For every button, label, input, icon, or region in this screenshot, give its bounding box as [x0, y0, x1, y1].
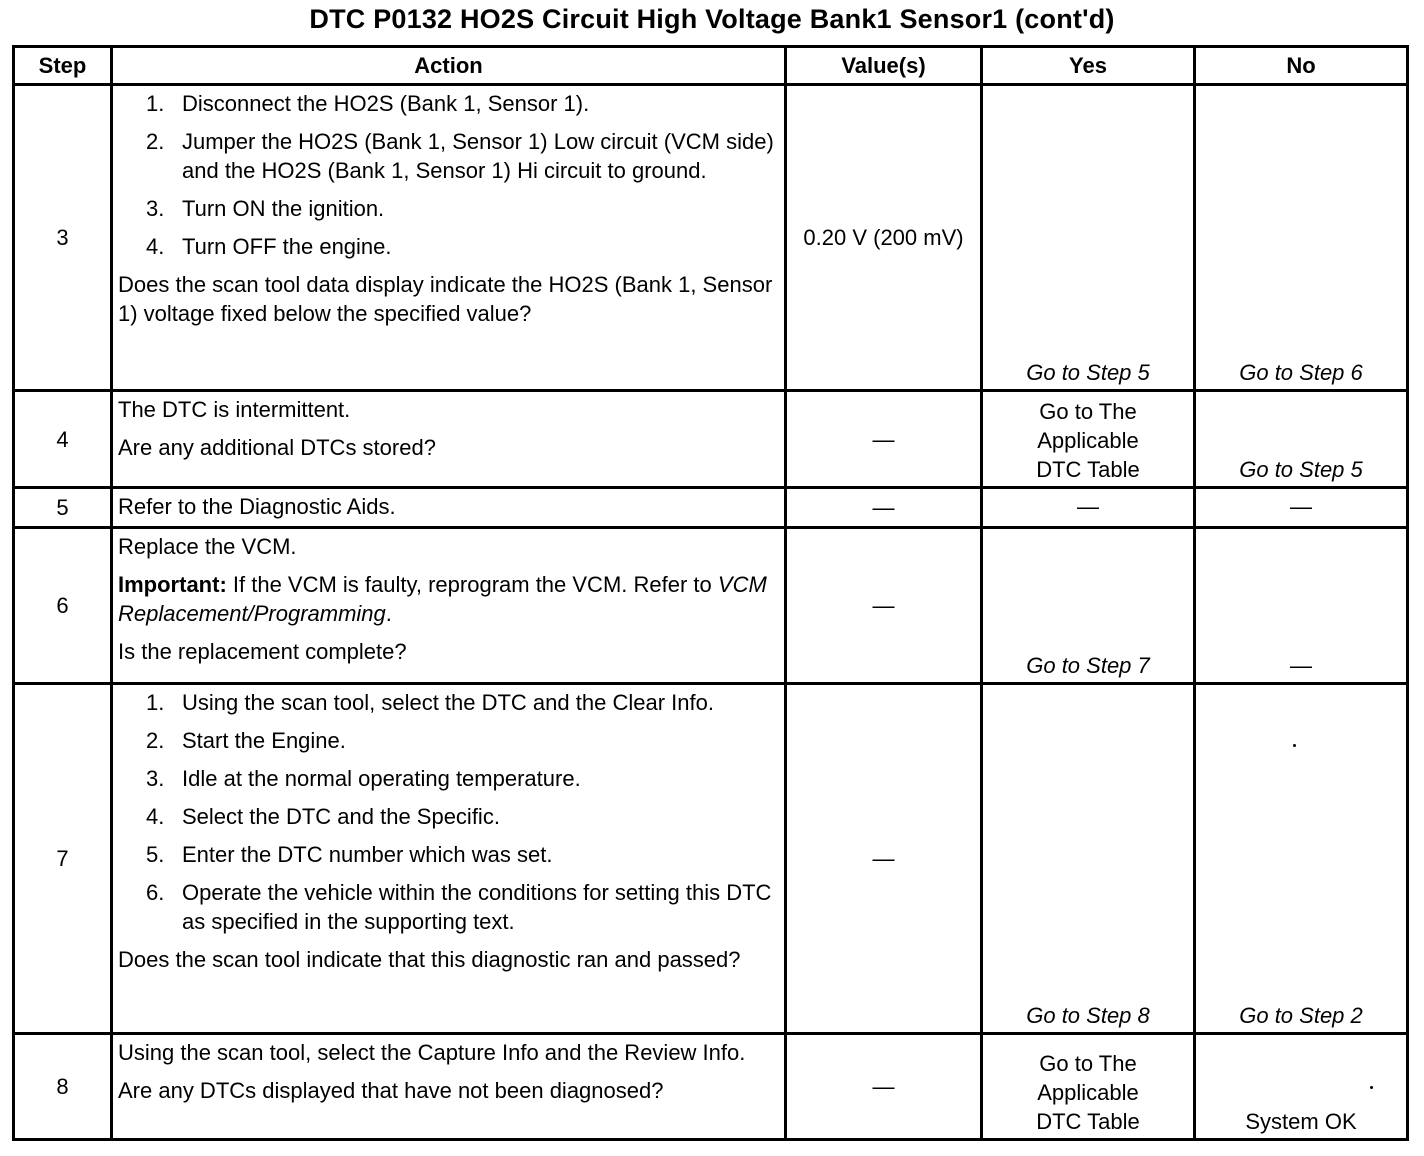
action-question: Are any additional DTCs stored? — [118, 435, 436, 460]
important-end: . — [385, 601, 392, 626]
list-item — [118, 764, 778, 793]
list-item — [118, 840, 778, 869]
no-cell: — — [1195, 528, 1408, 684]
yes-cell: Go to Step 5 — [982, 85, 1195, 391]
table-row-step-8 — [14, 1034, 1408, 1140]
list-text: Enter the DTC number which was set. — [182, 842, 553, 867]
list-text: Jumper the HO2S (Bank 1, Sensor 1) Low circuit (VCM side) and the HO2S (Bank 1, Sensor 1) Hi circuit to ground. — [182, 129, 774, 183]
action-cell — [112, 85, 786, 391]
important-label: Important: — [118, 572, 227, 597]
print-speck — [1293, 744, 1296, 747]
action-cell — [112, 684, 786, 1034]
important-text: If the VCM is faulty, reprogram the VCM. Refer to — [232, 572, 712, 597]
table-row-step-5 — [14, 488, 1408, 528]
yes-cell: Go to Step 7 — [982, 528, 1195, 684]
action-text: Using the scan tool, select the Capture Info and the Review Info. — [118, 1040, 746, 1065]
header-step: Step — [14, 47, 112, 85]
list-number: 2. — [146, 129, 165, 154]
list-text: Turn OFF the engine. — [182, 234, 392, 259]
action-cell — [112, 391, 786, 488]
step-number: 4 — [14, 391, 112, 488]
list-text: Turn ON the ignition. — [182, 196, 385, 221]
value-cell: — — [786, 1034, 982, 1140]
list-text: Using the scan tool, select the DTC and the Clear Info. — [182, 690, 714, 715]
list-text: Idle at the normal operating temperature. — [182, 766, 581, 791]
step-number: 7 — [14, 684, 112, 1034]
list-number: 3. — [146, 766, 165, 791]
step-number: 6 — [14, 528, 112, 684]
yes-cell: Go to Step 8 — [982, 684, 1195, 1034]
list-item — [118, 194, 778, 223]
no-cell: Go to Step 2 — [1195, 684, 1408, 1034]
table-row-step-6 — [14, 528, 1408, 684]
action-text: Replace the VCM. — [118, 534, 297, 559]
list-number: 4. — [146, 804, 165, 829]
action-question: Is the replacement complete? — [118, 639, 407, 664]
action-question: Are any DTCs displayed that have not been diagnosed? — [118, 1078, 664, 1103]
list-number: 5. — [146, 842, 165, 867]
step-number: 8 — [14, 1034, 112, 1140]
print-speck — [1370, 1086, 1373, 1089]
list-number: 1. — [146, 690, 165, 715]
list-item — [118, 688, 778, 717]
list-number: 6. — [146, 880, 165, 905]
yes-text: Go to The Applicable DTC Table — [1036, 1051, 1140, 1134]
list-text: Operate the vehicle within the conditions for setting this DTC as specified in the supporting text. — [182, 880, 772, 934]
action-question: Does the scan tool indicate that this diagnostic ran and passed? — [118, 947, 741, 972]
header-no: No — [1195, 47, 1408, 85]
action-text: Refer to the Diagnostic Aids. — [118, 494, 396, 519]
list-item — [118, 232, 778, 261]
no-cell: System OK — [1195, 1034, 1408, 1140]
action-question: Does the scan tool data display indicate the HO2S (Bank 1, Sensor 1) voltage fixed below the specified value? — [118, 272, 773, 326]
step-number: 3 — [14, 85, 112, 391]
value-cell: 0.20 V (200 mV) — [786, 85, 982, 391]
list-number: 4. — [146, 234, 165, 259]
important-reference: VCM Replacement/Programming — [118, 572, 767, 626]
yes-text: Go to The Applicable DTC Table — [1036, 399, 1140, 482]
action-cell — [112, 488, 786, 528]
header-row — [14, 47, 1408, 85]
list-item — [118, 127, 778, 185]
page-title: DTC P0132 HO2S Circuit High Voltage Bank1 Sensor1 (cont'd) — [309, 4, 1115, 34]
diagnostic-table — [12, 45, 1409, 1141]
table-row-step-7 — [14, 684, 1408, 1034]
step-number: 5 — [14, 488, 112, 528]
no-cell: Go to Step 6 — [1195, 85, 1408, 391]
action-cell — [112, 528, 786, 684]
header-action: Action — [112, 47, 786, 85]
action-list — [118, 688, 778, 936]
yes-cell — [982, 1034, 1195, 1140]
list-text: Disconnect the HO2S (Bank 1, Sensor 1). — [182, 91, 590, 116]
action-list — [118, 89, 778, 261]
list-number: 3. — [146, 196, 165, 221]
yes-cell: — — [982, 488, 1195, 528]
table-row-step-4 — [14, 391, 1408, 488]
list-number: 1. — [146, 91, 165, 116]
important-note — [118, 570, 778, 628]
header-yes: Yes — [982, 47, 1195, 85]
yes-cell — [982, 391, 1195, 488]
table-row-step-3 — [14, 85, 1408, 391]
list-item — [118, 89, 778, 118]
value-cell: — — [786, 528, 982, 684]
list-item — [118, 878, 778, 936]
value-cell: — — [786, 391, 982, 488]
value-cell: — — [786, 684, 982, 1034]
list-number: 2. — [146, 728, 165, 753]
value-cell: — — [786, 488, 982, 528]
header-values: Value(s) — [786, 47, 982, 85]
list-text: Select the DTC and the Specific. — [182, 804, 500, 829]
no-cell: Go to Step 5 — [1195, 391, 1408, 488]
list-item — [118, 802, 778, 831]
action-text: The DTC is intermittent. — [118, 397, 351, 422]
no-cell: — — [1195, 488, 1408, 528]
list-item — [118, 726, 778, 755]
list-text: Start the Engine. — [182, 728, 346, 753]
action-cell — [112, 1034, 786, 1140]
